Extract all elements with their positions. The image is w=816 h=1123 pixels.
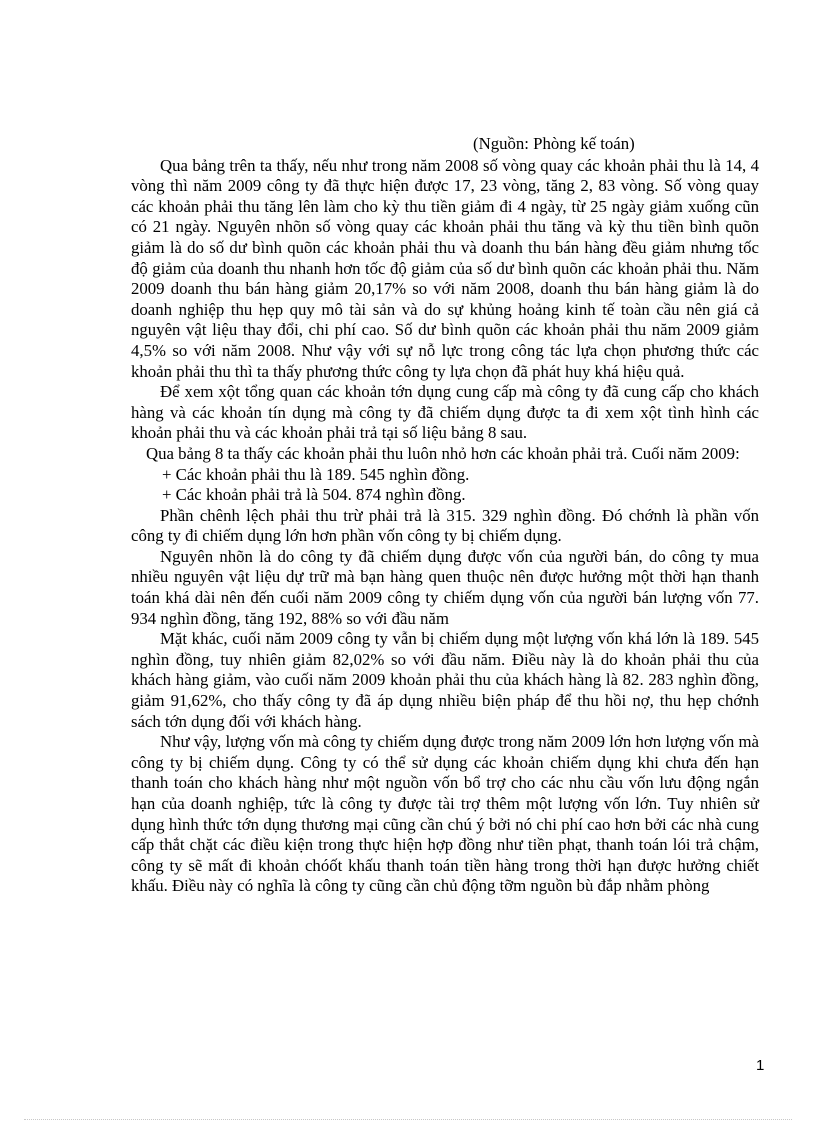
paragraph-cause: Nguyên nhõn là do công ty đã chiếm dụng được vốn của người bán, do công ty mua nhiều nguyên vật liệu dự trữ mà bạn hàng quen thuộc nên được hưởng một thời hạn thanh toán khá dài nên đến cuối năm 2009 công ty chiếm dụng vốn của người bán lượng vốn 77. 934 nghìn đồng, tăng 192, 88% so với đầu năm [131,546,759,628]
page-bottom-divider [24,1119,792,1120]
source-note: (Nguồn: Phòng kế toán) [473,134,635,153]
page-number: 1 [756,1057,765,1074]
body-text [131,134,759,897]
bullet-receivables: + Các khoản phải thu là 189. 545 nghìn đồng. [162,464,470,484]
paragraph-occupied-capital: Mặt khác, cuối năm 2009 công ty vẫn bị chiếm dụng một lượng vốn khá lớn là 189. 545 nghìn đồng, tuy nhiên giảm 82,02% so với đầu năm. Điều này là do khoản phải thu của khách hàng giảm, vào cuối năm 2009 khoản phải thu của khách hàng là 82. 283 nghìn đồng, giảm 91,62%, cho thấy công ty đã áp dụng nhiều biện pháp để thu hồi nợ, thu hẹp chớnh sách tớn dụng đối với khách hàng. [131,629,759,731]
paragraph-conclusion: Như vậy, lượng vốn mà công ty chiếm dụng được trong năm 2009 lớn hơn lượng vốn mà công ty bị chiếm dụng. Công ty có thể sử dụng các khoản chiếm dụng khi chưa đến hạn thanh toán cho khách hàng như một nguồn vốn bổ trợ cho các nhu cầu vốn lưu động ngắn hạn của doanh nghiệp, tức là công ty được tài trợ thêm một lượng vốn lớn. Tuy nhiên sử dụng hình thức tớn dụng thương mại cũng cần chú ý bởi nó chi phí cao hơn bởi các nhà cung cấp thắt chặt các điều kiện trong thực hiện hợp đồng như tiền phạt, thanh toán lói trả chậm, công ty sẽ mất đi khoản chóốt khấu thanh toán tiền hàng trong thời hạn được hưởng chiết khấu. Điều này có nghĩa là công ty cũng cần chủ động tỡm nguồn bù đắp nhằm phòng [131,732,759,896]
paragraph-table-8-intro: Qua bảng 8 ta thấy các khoản phải thu luôn nhỏ hơn các khoản phải trả. Cuối năm 2009: [146,443,740,463]
bullet-payables: + Các khoản phải trả là 504. 874 nghìn đồng. [162,485,466,505]
paragraph-difference: Phần chênh lệch phải thu trừ phải trả là 315. 329 nghìn đồng. Đó chớnh là phần vốn công ty đi chiếm dụng lớn hơn phần vốn công ty bị chiếm dụng. [131,505,759,546]
paragraph-receivable-turnover: Qua bảng trên ta thấy, nếu như trong năm 2008 số vòng quay các khoản phải thu là 14, 4 vòng thì năm 2009 công ty đã thực hiện được 17, 23 vòng, tăng 2, 83 vòng. Số vòng quay các khoản phải thu tăng lên làm cho kỳ thu tiền giảm đi 4 ngày, từ 25 ngày giảm xuống cũn có 21 ngày. Nguyên nhõn số vòng quay các khoản phải thu tăng và kỳ thu tiền bình quõn giảm là do số dư bình quõn các khoản phải thu và doanh thu bán hàng đều giảm nhưng tốc độ giảm của doanh thu nhanh hơn tốc độ giảm của số dư bình quõn các khoản phải thu. Năm 2009 doanh thu bán hàng giảm 20,17% so với năm 2008, doanh thu bán hàng giảm là do doanh nghiệp thu hẹp quy mô tài sản và do sự khủng hoảng kinh tế toàn cầu nên giá cả nguyên vật liệu thay đổi, chi phí cao. Số dư bình quõn các khoản phải thu năm 2009 giảm 4,5% so với năm 2008. Như vậy với sự nỗ lực trong công tác lựa chọn phương thức các khoản phải thu thì ta thấy phương thức công ty lựa chọn đã phát huy khá hiệu quả. [131,155,759,381]
paragraph-credit-overview: Để xem xột tổng quan các khoản tớn dụng cung cấp mà công ty đã cung cấp cho khách hàng và các khoản tín dụng mà công ty đã chiếm dụng được ta đi xem xột tình hình các khoản phải thu và các khoản phải trả tại số liệu bảng 8 sau. [131,382,759,443]
